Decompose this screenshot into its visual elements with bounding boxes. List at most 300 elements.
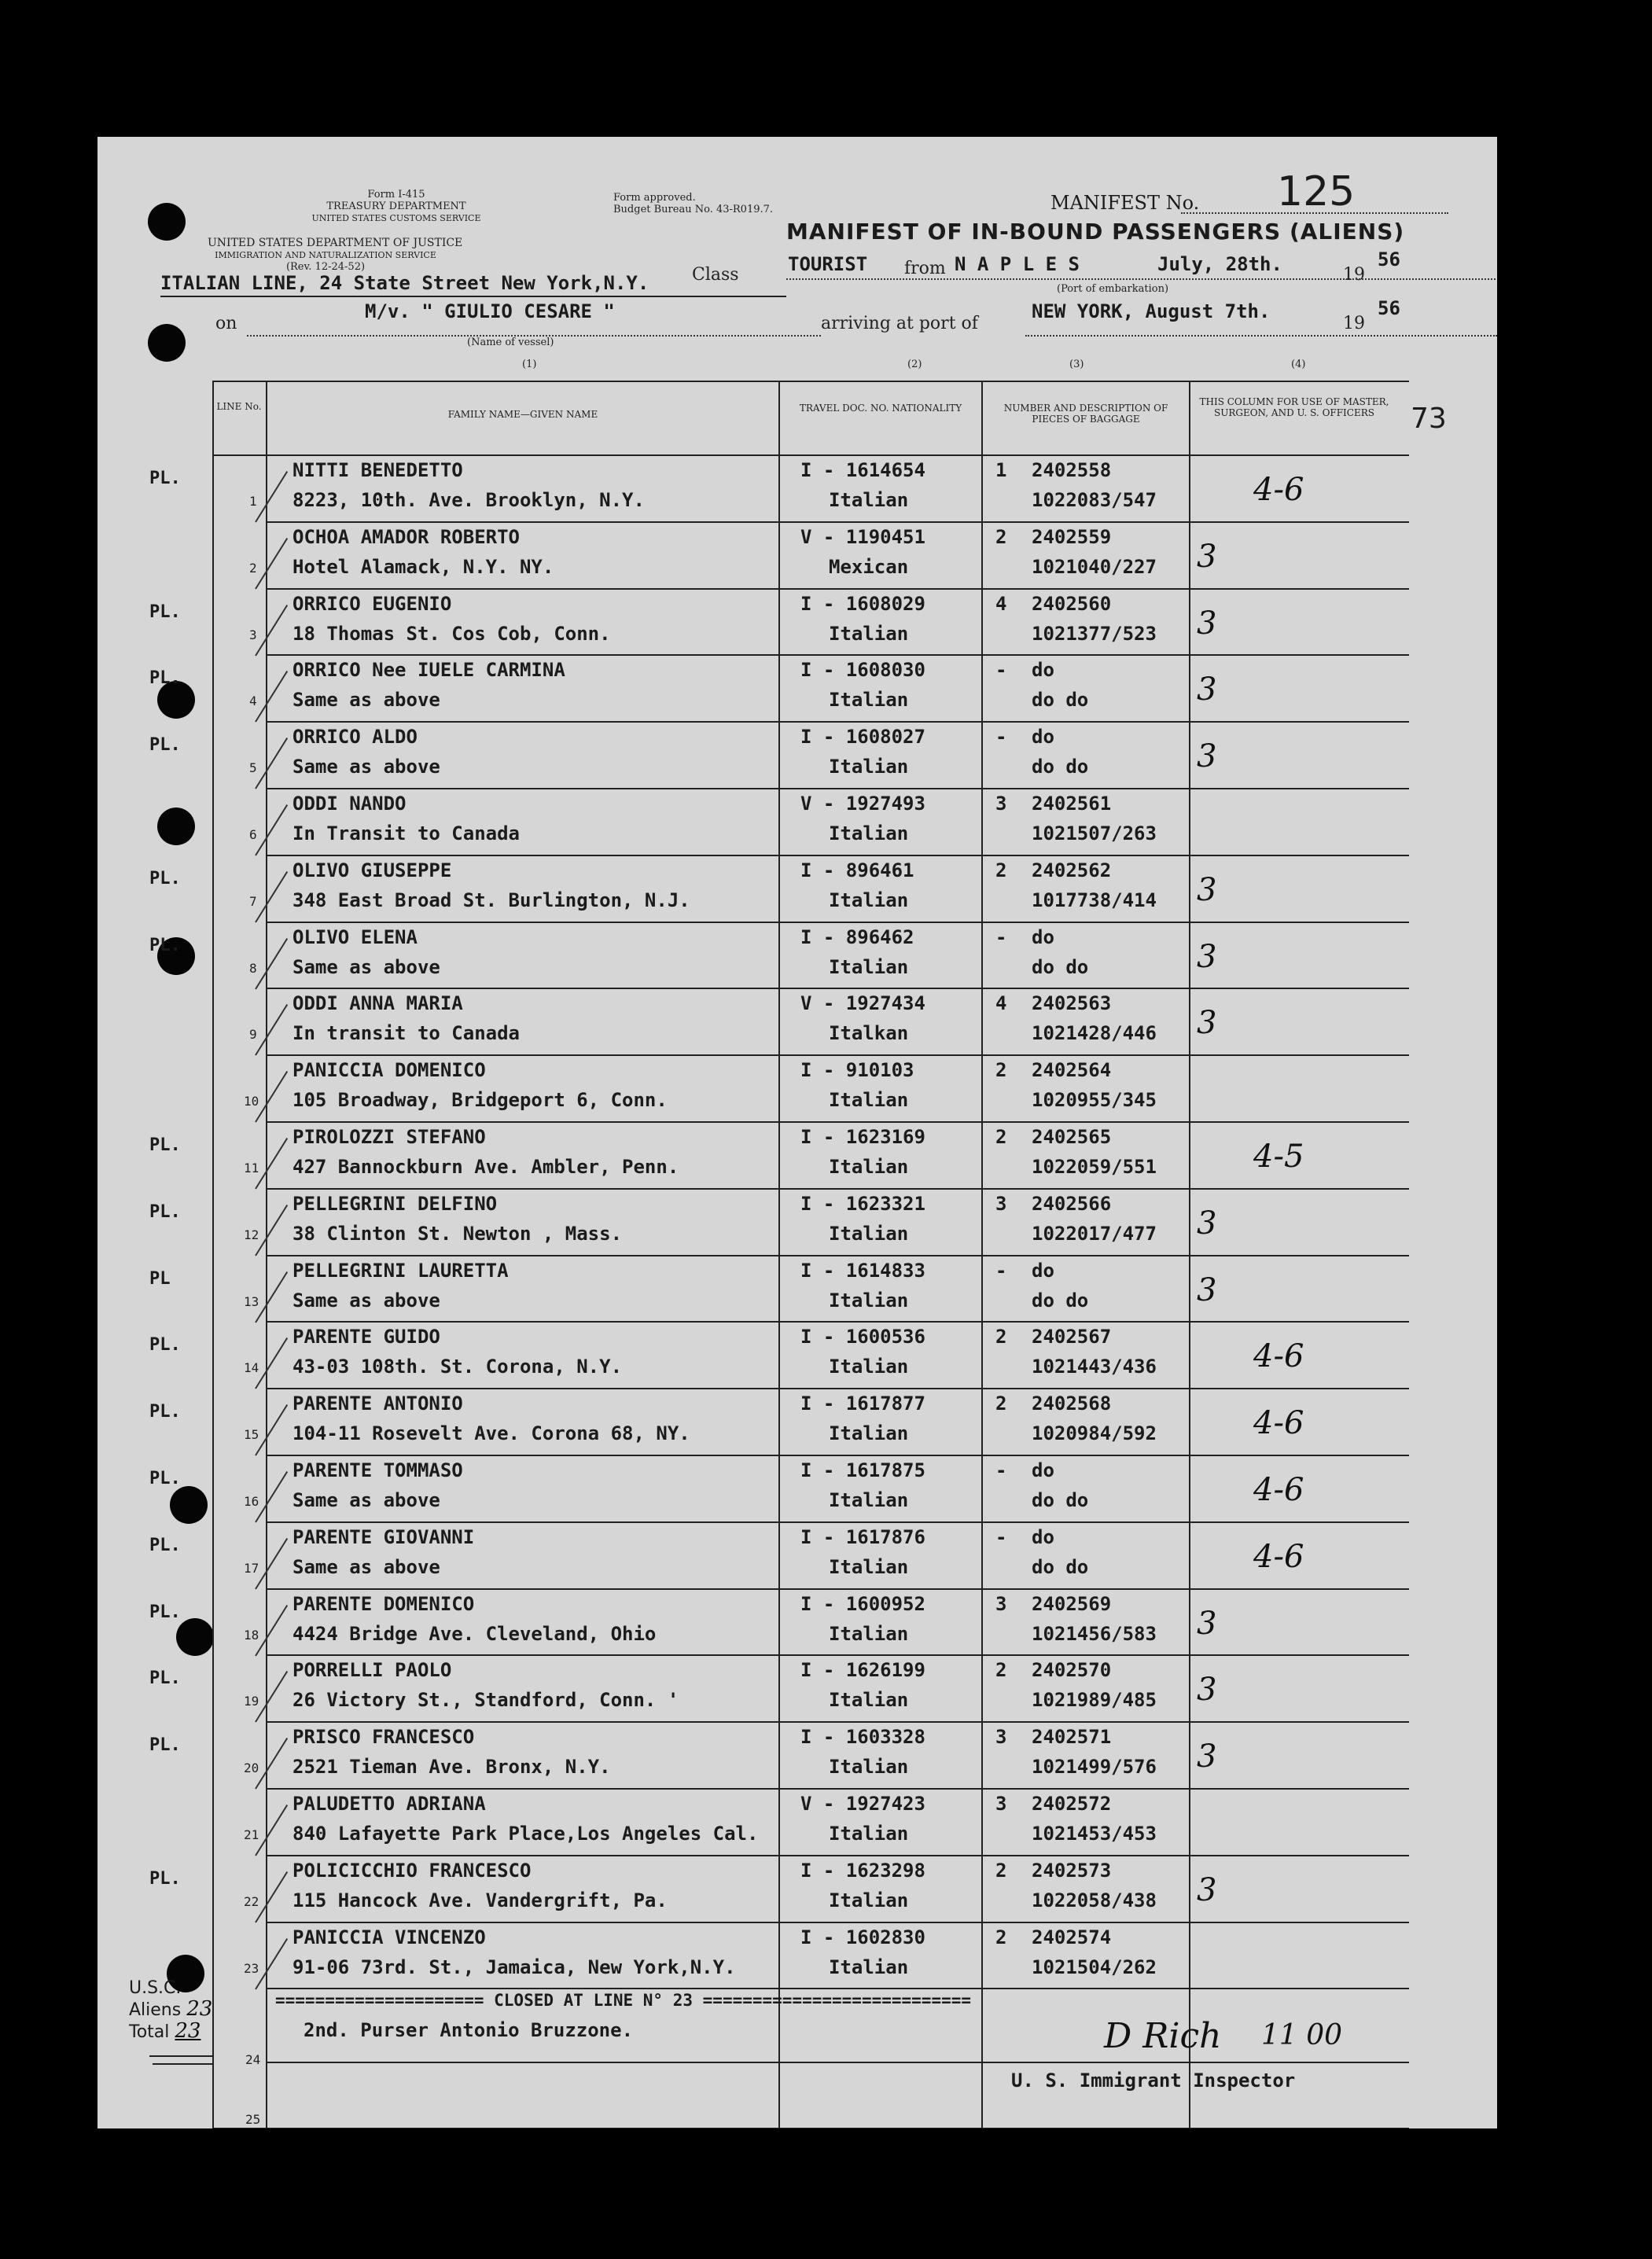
baggage-number: do: [1032, 726, 1054, 749]
baggage-pieces: 4: [995, 992, 1007, 1015]
passenger-name: PANICCIA VINCENZO: [293, 1926, 486, 1948]
line-number: 6: [249, 827, 257, 842]
officer-mark: 4-6: [1253, 1538, 1304, 1575]
port-of-embarkation: N A P L E S: [955, 253, 1080, 275]
inspector-label: U. S. Immigrant Inspector: [1011, 2070, 1296, 2092]
nationality: Italian: [829, 1222, 909, 1245]
baggage-number: 2402565: [1032, 1126, 1112, 1148]
baggage-number: do: [1032, 1259, 1054, 1282]
manifest-title: MANIFEST OF IN-BOUND PASSENGERS (ALIENS): [786, 219, 1405, 245]
purser-signature: 2nd. Purser Antonio Bruzzone.: [304, 2019, 634, 2041]
usc-label: U.S.C.: [129, 1978, 182, 1998]
passenger-name: POLICICCHIO FRANCESCO: [293, 1859, 532, 1882]
baggage-number: 2402572: [1032, 1793, 1112, 1815]
passenger-name: PARENTE GIOVANNI: [293, 1525, 475, 1548]
row-border: [266, 1988, 1409, 1989]
nationality: Italian: [829, 1289, 909, 1312]
col1-number: (1): [522, 359, 537, 370]
baggage-number: 2402573: [1032, 1859, 1112, 1882]
baggage-number: 2402570: [1032, 1659, 1112, 1682]
ticket-number: 1021504/262: [1032, 1955, 1157, 1978]
page-number: 73: [1411, 403, 1447, 435]
baggage-pieces: 2: [995, 1859, 1007, 1882]
travel-doc-number: I - 1602830: [800, 1926, 925, 1948]
aliens-label: Aliens: [129, 2000, 182, 2020]
rev-label: (Rev. 12-24-52): [285, 261, 366, 273]
passenger-address: 4424 Bridge Ave. Cleveland, Ohio: [293, 1622, 657, 1645]
officer-mark: 3: [1197, 1871, 1217, 1908]
ticket-number: 1021456/583: [1032, 1622, 1157, 1645]
pl-marker: PL.: [149, 1335, 181, 1356]
passenger-name: PANICCIA DOMENICO: [293, 1059, 486, 1082]
baggage-number: 2402571: [1032, 1726, 1112, 1749]
travel-doc-number: I - 1600952: [800, 1592, 925, 1615]
officer-mark: 3: [1197, 1005, 1217, 1042]
passenger-name: ODDI ANNA MARIA: [293, 992, 463, 1015]
officer-mark: 3: [1197, 1271, 1217, 1308]
ticket-number: 1021507/263: [1032, 822, 1157, 844]
passenger-address: Same as above: [293, 689, 440, 712]
baggage-pieces: 4: [995, 592, 1007, 615]
pl-marker: PL.: [149, 1535, 181, 1555]
officers-header: THIS COLUMN FOR USE OF MASTER, SURGEON, AND U. S. OFFICERS: [1199, 396, 1389, 418]
row-border: [266, 1788, 1409, 1790]
row-border: [266, 1455, 1409, 1456]
nationality: Italian: [829, 1955, 909, 1978]
tick-mark: [255, 1337, 288, 1389]
travel-doc-number: I - 896461: [800, 859, 914, 881]
ticket-number: 1021443/436: [1032, 1356, 1157, 1378]
passenger-name: PELLEGRINI DELFINO: [293, 1192, 498, 1215]
tick-mark: [255, 1805, 288, 1856]
ticket-number: 1022017/477: [1032, 1222, 1157, 1245]
baggage-number: do: [1032, 659, 1054, 682]
ticket-number: 1022083/547: [1032, 489, 1157, 511]
passenger-address: 8223, 10th. Ave. Brooklyn, N.Y.: [293, 489, 645, 511]
customs-label: UNITED STATES CUSTOMS SERVICE: [311, 213, 481, 223]
travel-doc-number: V - 1927423: [800, 1793, 925, 1815]
row-border: [266, 1922, 1409, 1923]
line-number: 18: [244, 1627, 259, 1643]
tick-mark: [255, 1738, 288, 1790]
header-bottom-border: [212, 454, 1409, 456]
punch-hole: [170, 1486, 208, 1524]
ticket-number: do do: [1032, 756, 1089, 778]
line-number: 17: [244, 1560, 259, 1576]
travel-doc-number: I - 1600536: [800, 1326, 925, 1348]
pl-marker: PL.: [149, 1201, 181, 1222]
tick-mark: [255, 738, 288, 789]
ticket-number: 1021453/453: [1032, 1823, 1157, 1845]
tick-mark: [255, 1205, 288, 1256]
row-border: [266, 1388, 1409, 1389]
officer-mark: 4-6: [1253, 1472, 1304, 1508]
row-border: [266, 588, 1409, 590]
baggage-number: 2402561: [1032, 793, 1112, 815]
nationality: Italian: [829, 689, 909, 712]
tick-mark: [255, 1271, 288, 1323]
arrival-port-date: NEW YORK, August 7th.: [1032, 300, 1271, 322]
baggage-number: 2402569: [1032, 1592, 1112, 1615]
baggage-pieces: 3: [995, 1592, 1007, 1615]
tick-mark: [255, 1471, 288, 1523]
officer-mark: 3: [1197, 1605, 1217, 1642]
nationality: Italian: [829, 955, 909, 978]
baggage-pieces: 3: [995, 793, 1007, 815]
tally-block: [129, 1978, 212, 2043]
baggage-pieces: 2: [995, 1326, 1007, 1348]
nationality: Italian: [829, 1889, 909, 1911]
baggage-pieces: 2: [995, 859, 1007, 881]
nationality: Italian: [829, 489, 909, 511]
manifest-number-label: MANIFEST No.: [1050, 192, 1200, 214]
tally-underline: [149, 2055, 212, 2057]
passenger-address: Same as above: [293, 1489, 440, 1511]
baggage-pieces: 3: [995, 1192, 1007, 1215]
line-no-header: LINE No.: [216, 401, 262, 412]
passenger-address: 26 Victory St., Standford, Conn. ': [293, 1689, 679, 1712]
baggage-number: 2402566: [1032, 1192, 1112, 1215]
class-line: [786, 278, 1497, 280]
line-company-underline: [160, 296, 786, 297]
tick-mark: [255, 1671, 288, 1723]
pl-marker: PL.: [149, 1868, 181, 1889]
passenger-address: 2521 Tieman Ave. Bronx, N.Y.: [293, 1756, 611, 1779]
baggage-number: 2402564: [1032, 1059, 1112, 1082]
line-number: 16: [244, 1494, 259, 1509]
baggage-pieces: -: [995, 726, 1007, 749]
pl-marker: PL.: [149, 935, 181, 955]
passenger-name: PARENTE ANTONIO: [293, 1393, 463, 1415]
row-border-24: [266, 2062, 1409, 2063]
travel-doc-number: I - 1614833: [800, 1259, 925, 1282]
inspector-time: 11 00: [1261, 2019, 1343, 2051]
total-label: Total: [129, 2022, 170, 2042]
line-number: 2: [249, 560, 257, 576]
passenger-address: In transit to Canada: [293, 1022, 520, 1045]
passenger-address: 348 East Broad St. Burlington, N.J.: [293, 889, 690, 911]
travel-doc-number: I - 1617875: [800, 1459, 925, 1481]
travel-doc-number: I - 1623298: [800, 1859, 925, 1882]
col3-number: (3): [1069, 359, 1084, 370]
row-border: [266, 1521, 1409, 1523]
passenger-name: PALUDETTO ADRIANA: [293, 1793, 486, 1815]
nationality: Italian: [829, 1089, 909, 1112]
ins-label: IMMIGRATION AND NATURALIZATION SERVICE: [215, 250, 436, 260]
passenger-address: In Transit to Canada: [293, 822, 520, 844]
pl-marker: PL: [149, 1268, 171, 1289]
ticket-number: do do: [1032, 1489, 1089, 1511]
embark-date: July, 28th.: [1157, 253, 1282, 275]
tick-mark: [255, 538, 288, 590]
officer-mark: 4-5: [1253, 1139, 1304, 1175]
manifest-number: 125: [1277, 168, 1356, 215]
line-number: 20: [244, 1760, 259, 1776]
passenger-name: PARENTE DOMENICO: [293, 1592, 475, 1615]
nationality: Italian: [829, 822, 909, 844]
punch-hole: [148, 203, 186, 241]
ticket-number: 1020984/592: [1032, 1422, 1157, 1445]
tick-mark: [255, 1605, 288, 1657]
line-number: 10: [244, 1094, 259, 1109]
approval-block: [613, 192, 773, 215]
nationality: Italian: [829, 1422, 909, 1445]
row-border: [266, 922, 1409, 923]
passenger-address: Same as above: [293, 1289, 440, 1312]
budget-number: Budget Bureau No. 43-R019.7.: [613, 204, 774, 215]
from-label: from: [904, 259, 946, 278]
arrival-line: [1025, 335, 1497, 337]
nationality: Italian: [829, 889, 909, 911]
passenger-name: PIROLOZZI STEFANO: [293, 1126, 486, 1148]
travel-doc-number: V - 1927434: [800, 992, 925, 1015]
line-number: 19: [244, 1694, 259, 1709]
passenger-address: 91-06 73rd. St., Jamaica, New York,N.Y.: [293, 1955, 736, 1978]
ticket-number: 1021989/485: [1032, 1689, 1157, 1712]
row-border: [266, 654, 1409, 656]
ticket-number: 1021499/576: [1032, 1756, 1157, 1779]
line-number: 23: [244, 1960, 259, 1976]
nationality: Italian: [829, 1823, 909, 1845]
punch-hole: [176, 1618, 214, 1656]
baggage-pieces: -: [995, 659, 1007, 682]
travel-doc-number: I - 1623321: [800, 1192, 925, 1215]
col4-number: (4): [1291, 359, 1306, 370]
row-border: [266, 721, 1409, 723]
baggage-pieces: 2: [995, 1059, 1007, 1082]
baggage-number: do: [1032, 925, 1054, 948]
baggage-pieces: 3: [995, 1726, 1007, 1749]
vessel-name: M/v. " GIULIO CESARE ": [365, 300, 615, 322]
name-header: FAMILY NAME—GIVEN NAME: [447, 409, 598, 420]
nationality: Italian: [829, 622, 909, 645]
pl-marker: PL.: [149, 469, 181, 488]
manifest-number-line: [1181, 212, 1448, 214]
row-border: [266, 1255, 1409, 1256]
baggage-number: 2402559: [1032, 525, 1112, 548]
officer-mark: 4-6: [1253, 472, 1304, 508]
inspector-signature: D Rich: [1104, 2016, 1222, 2056]
baggage-pieces: -: [995, 925, 1007, 948]
pl-marker: PL.: [149, 868, 181, 889]
nationality: Italian: [829, 1555, 909, 1578]
tick-mark: [255, 1538, 288, 1590]
passenger-name: PARENTE GUIDO: [293, 1326, 440, 1348]
passenger-address: 840 Lafayette Park Place,Los Angeles Cal.: [293, 1823, 759, 1845]
pl-marker: PL.: [149, 735, 181, 756]
officer-mark: 3: [1197, 1672, 1217, 1709]
manifest-page: [98, 137, 1497, 2128]
officer-mark: 3: [1197, 605, 1217, 642]
baggage-pieces: -: [995, 1459, 1007, 1481]
aliens-value: 23: [186, 1997, 213, 2021]
baggage-number: 2402574: [1032, 1926, 1112, 1948]
line-number: 4: [249, 694, 257, 709]
row-border: [266, 1121, 1409, 1123]
nationality: Italian: [829, 1356, 909, 1378]
baggage-number: do: [1032, 1459, 1054, 1481]
officer-mark: 4-6: [1253, 1405, 1304, 1442]
passenger-name: PARENTE TOMMASO: [293, 1459, 463, 1481]
travel-doc-number: I - 910103: [800, 1059, 914, 1082]
baggage-number: 2402567: [1032, 1326, 1112, 1348]
row-border: [266, 1188, 1409, 1190]
pl-marker: PL.: [149, 602, 181, 622]
tick-mark: [255, 1871, 288, 1923]
passenger-name: PORRELLI PAOLO: [293, 1659, 452, 1682]
pl-marker: PL.: [149, 1602, 181, 1622]
justice-block: [208, 237, 463, 273]
row-border: [266, 1721, 1409, 1723]
tick-mark: [255, 471, 288, 523]
baggage-number: 2402568: [1032, 1393, 1112, 1415]
nationality: Italian: [829, 1489, 909, 1511]
passenger-address: Same as above: [293, 1555, 440, 1578]
baggage-number: do: [1032, 1525, 1054, 1548]
nationality: Italian: [829, 756, 909, 778]
passenger-address: Same as above: [293, 955, 440, 978]
baggage-number: 2402560: [1032, 592, 1112, 615]
closed-at-line: ===================== CLOSED AT LINE N° 23 ===========================: [275, 1991, 972, 2010]
tick-mark: [255, 938, 288, 990]
baggage-pieces: 2: [995, 1926, 1007, 1948]
pl-marker: PL.: [149, 1469, 181, 1488]
line-number: 12: [244, 1227, 259, 1242]
baggage-pieces: 2: [995, 1659, 1007, 1682]
ticket-number: 1020955/345: [1032, 1089, 1157, 1112]
year-prefix: 19: [1343, 265, 1365, 285]
baggage-pieces: -: [995, 1259, 1007, 1282]
passenger-name: NITTI BENEDETTO: [293, 459, 463, 481]
travel-doc-number: I - 1603328: [800, 1726, 925, 1749]
officer-mark: 3: [1197, 671, 1217, 708]
line-number: 9: [249, 1027, 257, 1043]
ticket-number: 1021377/523: [1032, 622, 1157, 645]
travel-doc-number: I - 1617876: [800, 1525, 925, 1548]
row-border: [266, 855, 1409, 856]
nationality: Italian: [829, 1689, 909, 1712]
ticket-number: 1022058/438: [1032, 1889, 1157, 1911]
baggage-pieces: 2: [995, 1393, 1007, 1415]
row-border: [266, 788, 1409, 789]
travel-doc-number: I - 1614654: [800, 459, 925, 481]
punch-hole: [148, 324, 186, 362]
vessel-caption: (Name of vessel): [467, 337, 554, 348]
passenger-name: PRISCO FRANCESCO: [293, 1726, 475, 1749]
baggage-pieces: 3: [995, 1793, 1007, 1815]
line-number-24: 24: [245, 2052, 261, 2067]
passenger-address: 115 Hancock Ave. Vandergrift, Pa.: [293, 1889, 668, 1911]
passenger-address: 105 Broadway, Bridgeport 6, Conn.: [293, 1089, 668, 1112]
treasury-label: TREASURY DEPARTMENT: [326, 201, 466, 212]
line-number-25: 25: [245, 2112, 261, 2127]
form-approved: Form approved.: [613, 192, 696, 204]
tick-mark: [255, 871, 288, 923]
line-number: 1: [249, 494, 257, 509]
baggage-pieces: 2: [995, 525, 1007, 548]
officer-mark: 3: [1197, 738, 1217, 775]
row-border: [266, 1321, 1409, 1323]
ticket-number: 1021428/446: [1032, 1022, 1157, 1045]
baggage-number: 2402558: [1032, 459, 1112, 481]
travel-doc-number: V - 1927493: [800, 793, 925, 815]
port-embarkation-caption: (Port of embarkation): [1057, 283, 1169, 295]
tick-mark: [255, 1404, 288, 1456]
officer-mark: 3: [1197, 1205, 1217, 1242]
year: 56: [1378, 248, 1400, 270]
passenger-address: Hotel Alamack, N.Y. NY.: [293, 555, 554, 578]
passenger-name: ORRICO EUGENIO: [293, 592, 452, 615]
line-number: 5: [249, 760, 257, 776]
tick-mark: [255, 605, 288, 657]
line-number: 21: [244, 1827, 259, 1842]
total-row: [129, 2021, 212, 2043]
passenger-name: OLIVO GIUSEPPE: [293, 859, 452, 881]
nationality: Italian: [829, 1622, 909, 1645]
passenger-name: OLIVO ELENA: [293, 925, 418, 948]
ticket-number: do do: [1032, 1555, 1089, 1578]
pl-marker: PL.: [149, 1135, 181, 1155]
line-col-border-left: [212, 381, 214, 2128]
arrival-year: 56: [1378, 297, 1400, 319]
ticket-number: 1021040/227: [1032, 555, 1157, 578]
line-number: 8: [249, 960, 257, 976]
form-number: Form I-415: [367, 189, 425, 201]
travel-doc-number: I - 1626199: [800, 1659, 925, 1682]
tick-mark: [255, 671, 288, 723]
line-company: ITALIAN LINE, 24 State Street New York,N.Y.: [160, 272, 649, 294]
ticket-number: do do: [1032, 689, 1089, 712]
baggage-header: NUMBER AND DESCRIPTION OF PIECES OF BAGGAGE: [1003, 403, 1168, 425]
baggage-pieces: 2: [995, 1126, 1007, 1148]
row-border: [266, 1855, 1409, 1856]
pl-marker: PL.: [149, 1735, 181, 1756]
ticket-number: do do: [1032, 1289, 1089, 1312]
officer-mark: 3: [1197, 538, 1217, 575]
line-number: 14: [244, 1360, 259, 1376]
row-border: [266, 1054, 1409, 1056]
baggage-pieces: -: [995, 1525, 1007, 1548]
passenger-name: PELLEGRINI LAURETTA: [293, 1259, 509, 1282]
tick-mark: [255, 804, 288, 856]
tick-mark: [255, 1071, 288, 1123]
pl-marker: PL.: [149, 1668, 181, 1689]
passenger-address: 427 Bannockburn Ave. Ambler, Penn.: [293, 1156, 679, 1178]
tally-underline-2: [153, 2063, 212, 2065]
passenger-name: ORRICO Nee IUELE CARMINA: [293, 659, 565, 682]
nationality: Italian: [829, 1156, 909, 1178]
row-border: [266, 988, 1409, 989]
col2-number: (2): [907, 359, 922, 370]
line-number: 15: [244, 1427, 259, 1443]
tick-mark: [255, 1138, 288, 1190]
ticket-number: do do: [1032, 955, 1089, 978]
officer-mark: 4-6: [1253, 1338, 1304, 1375]
officer-mark: 3: [1197, 871, 1217, 908]
row-border: [266, 1588, 1409, 1590]
passenger-name: OCHOA AMADOR ROBERTO: [293, 525, 520, 548]
class-label: Class: [692, 265, 739, 285]
officer-mark: 3: [1197, 1738, 1217, 1775]
ticket-number: 1022059/551: [1032, 1156, 1157, 1178]
row-border: [266, 1654, 1409, 1656]
nationality: Mexican: [829, 555, 909, 578]
travel-doc-number: I - 1608030: [800, 659, 925, 682]
travel-doc-number: I - 1617877: [800, 1393, 925, 1415]
travel-doc-header: TRAVEL DOC. NO. NATIONALITY: [799, 403, 962, 414]
total-value: 23: [175, 2019, 201, 2043]
baggage-number: 2402563: [1032, 992, 1112, 1015]
